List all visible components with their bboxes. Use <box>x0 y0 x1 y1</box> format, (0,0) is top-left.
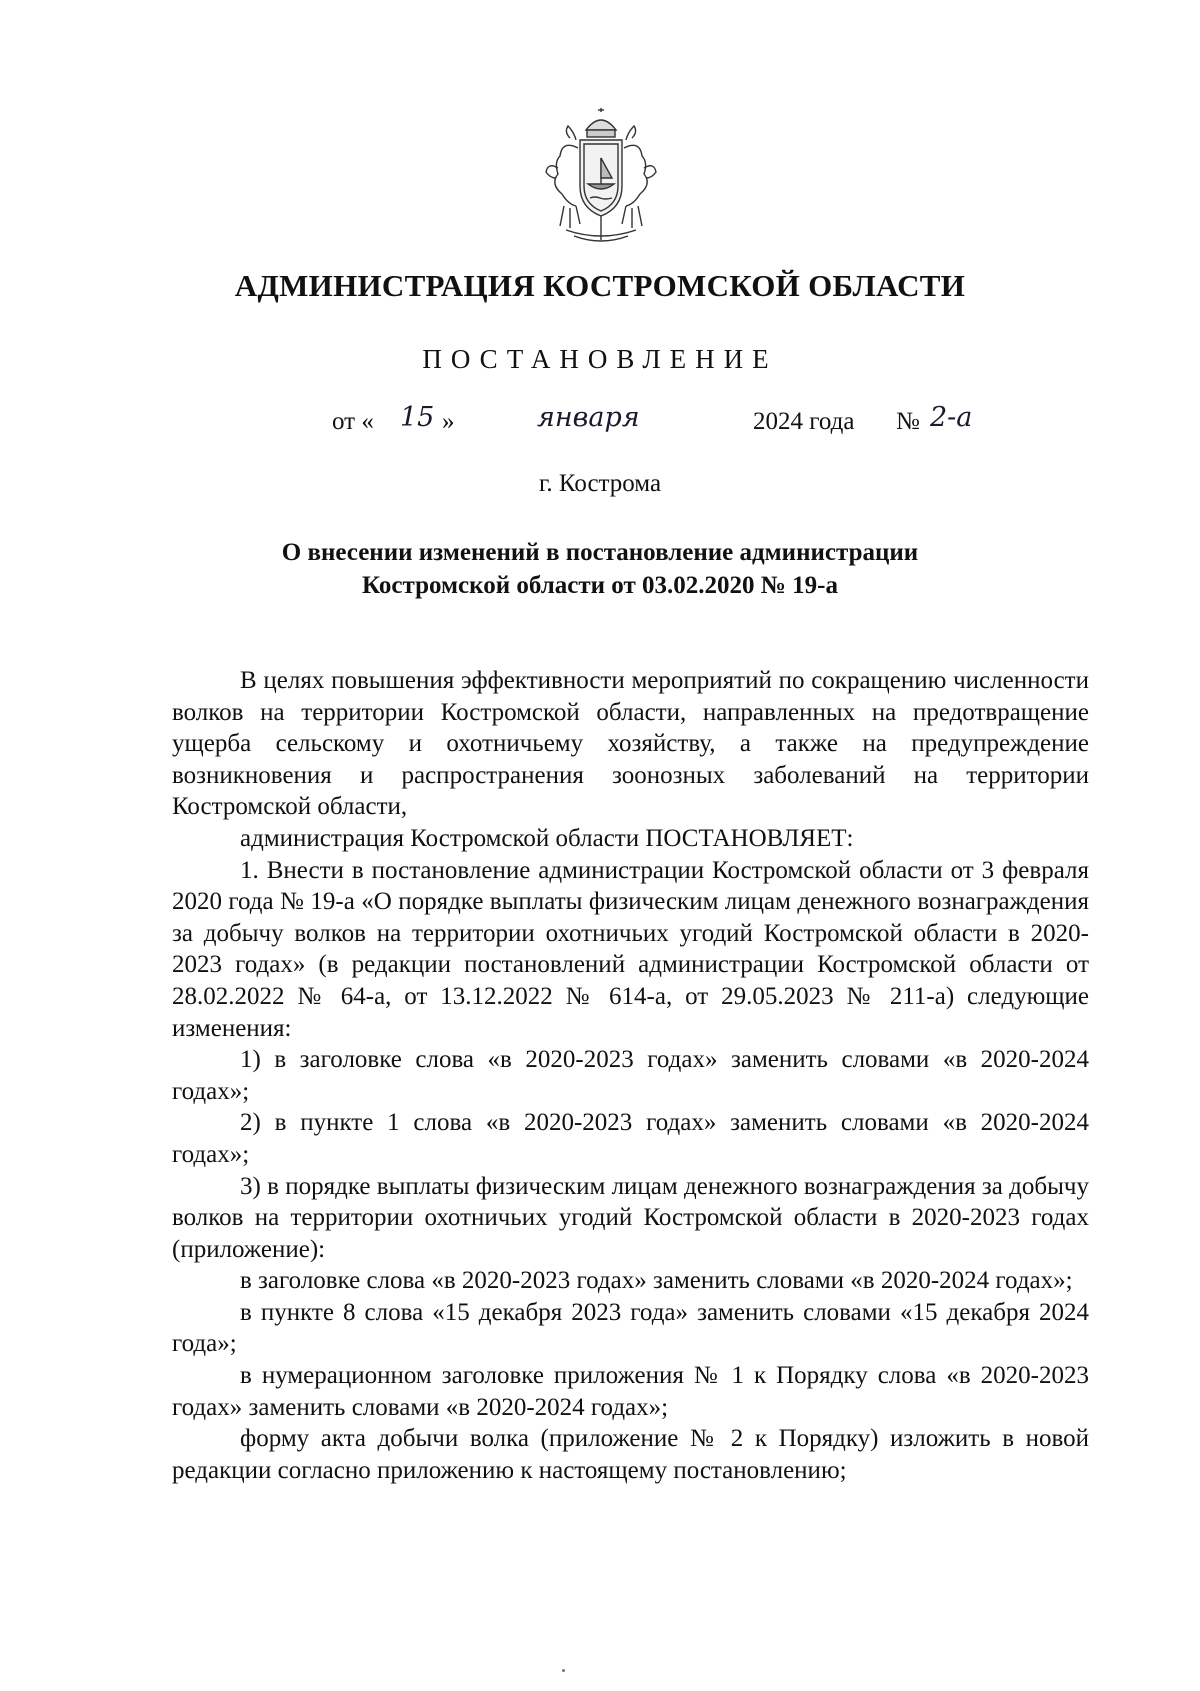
handwritten-number: 2-а <box>930 402 973 433</box>
subject-heading <box>150 536 1050 602</box>
date-prefix: от « <box>332 408 374 435</box>
paragraph-subitem-1: 1) в заголовке слова «в 2020-2023 годах» заменить словами «в 2020-2024 годах»; <box>172 1046 1089 1105</box>
paragraph-subitem-2: 2) в пункте 1 слова «в 2020-2023 годах» заменить словами «в 2020-2024 годах»; <box>172 1109 1089 1168</box>
document-body <box>172 665 1089 1486</box>
year-text: 2024 года <box>753 408 855 435</box>
organization-title: АДМИНИСТРАЦИЯ КОСТРОМСКОЙ ОБЛАСТИ <box>234 268 966 303</box>
paragraph-subitem-3: 3) в порядке выплаты физическим лицам денежного вознаграждения за добычу волков на территории охотничьих угодий Костромской области в 2020-2023 годах (приложение): <box>172 1172 1089 1263</box>
date-day-close: » <box>442 408 455 435</box>
document-type: ПОСТАНОВЛЕНИЕ <box>422 344 778 374</box>
handwritten-month: января <box>537 402 640 433</box>
date-line <box>0 402 1200 446</box>
paragraph-change-appendix-2: форму акта добычи волка (приложение № 2 к Порядку) изложить в новой редакции согласно приложению к настоящему постановлению; <box>172 1425 1089 1484</box>
scan-dot <box>562 1669 565 1672</box>
paragraph-change-appendix-1: в нумерационном заголовке приложения № 1 к Порядку слова «в 2020-2023 годах» заменить словами «в 2020-2024 годах»; <box>172 1362 1089 1421</box>
paragraph-preamble: В целях повышения эффективности мероприятий по сокращению численности волков на территории Костромской области, направленных на предотвращение ущерба сельскому и охотничьему хозяйству, а также на предупреждение возникновения и распространения зоонозных заболеваний на территории Костромской области, <box>172 667 1089 821</box>
paragraph-change-point-8: в пункте 8 слова «15 декабря 2023 года» заменить словами «15 декабря 2024 года»; <box>172 1298 1089 1358</box>
number-sign: № <box>896 408 920 435</box>
paragraph-item-1: 1. Внести в постановление администрации Костромской области от 3 февраля 2020 года № 19-а «О порядке выплаты физическим лицам денежного вознаграждения за добычу волков на территории охотничьих угодий Костромской области в 2020-2023 годах» (в редакции постановлений администрации Костромской области от 28.02.2022 № 64-а, от 13.12.2022 № 614-а, от 29.05.2023 № 211-а) следующие изменения: <box>172 856 1089 1042</box>
paragraph-resolves: администрация Костромской области ПОСТАНОВЛЯЕТ: <box>240 824 854 852</box>
subject-line-1: О внесении изменений в постановление администрации <box>281 539 919 566</box>
handwritten-day: 15 <box>400 402 435 433</box>
paragraph-change-title: в заголовке слова «в 2020-2023 годах» заменить словами «в 2020-2024 годах»; <box>240 1267 1073 1295</box>
city: г. Кострома <box>538 470 662 497</box>
coat-of-arms-icon <box>540 108 662 248</box>
subject-line-2: Костромской области от 03.02.2020 № 19-а <box>362 572 838 599</box>
